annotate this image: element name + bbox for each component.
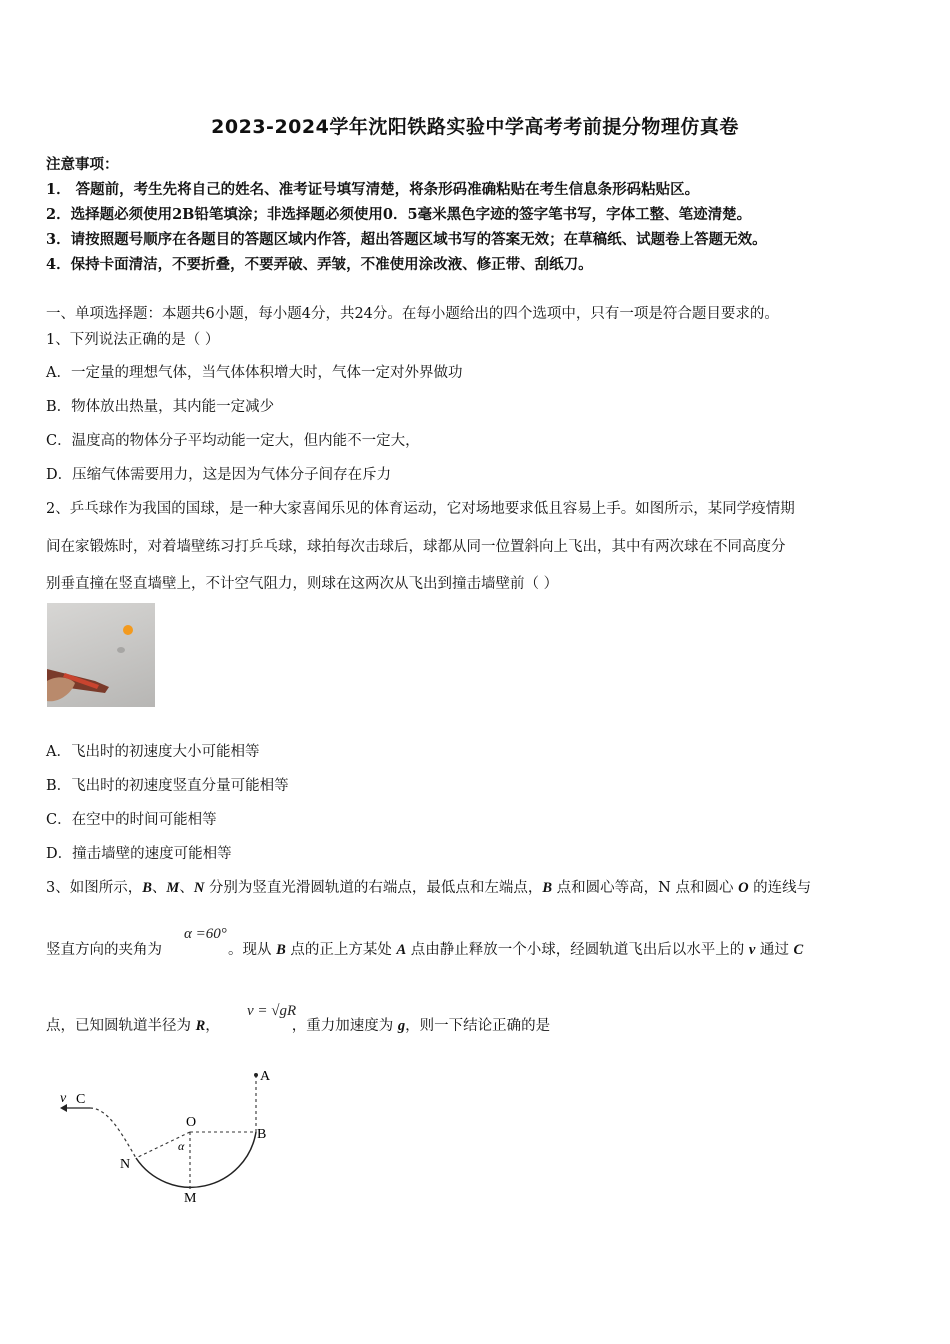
notice-item: 1． 答题前，考生先将自己的姓名、准考证号填写清楚，将条形码准确粘贴在考生信息条形码粘贴区。 [46,181,700,198]
label-M: M [184,1191,197,1206]
q2-option-d: D．撞击墙壁的速度可能相等 [46,846,232,862]
page-title: 2023-2024学年沈阳铁路实验中学高考考前提分物理仿真卷 [211,116,739,138]
text-run: ，重力加速度为 [291,1018,398,1034]
circular-track-diagram [50,1062,290,1212]
q3-stem-line-2 [46,938,803,959]
q2-option-b: B．飞出时的初速度竖直分量可能相等 [46,778,289,794]
text-run: 。现从 [228,942,277,958]
alpha-equation: α =60° [184,926,227,942]
hand [47,677,75,701]
var-B: B [276,942,286,958]
text-run: ，则一下结论正确的是 [405,1018,551,1034]
text-run: 3、如图所示， [46,880,143,896]
text-run: 点由静止释放一个小球，经圆轨道飞出后以水平上的 [406,942,749,958]
q3-stem-line-3 [46,1014,550,1035]
ping-pong-ball [123,625,133,635]
text-run: 、 [179,880,194,896]
notice-item: 4．保持卡面清洁，不要折叠，不要弄破、弄皱，不准使用涂改液、修正带、刮纸刀。 [46,256,593,273]
flight-path [90,1108,136,1158]
text-run: 竖直方向的夹角为 [46,942,162,958]
q1-stem: 1、下列说法正确的是（ ） [46,332,220,348]
label-v: v [60,1091,67,1106]
var-N: N [193,880,205,896]
text-run: 通过 [755,942,794,958]
var-g: g [397,1018,406,1034]
text-run: 的连线与 [748,880,812,896]
notice-item: 3．请按照题号顺序在各题目的答题区域内作答，超出答题区域书写的答案无效；在草稿纸、试题卷上答题无效。 [46,231,767,248]
label-A: A [260,1069,271,1084]
q1-option-b: B．物体放出热量，其内能一定减少 [46,399,275,415]
var-O: O [738,880,749,896]
text-run: ， [205,1018,220,1034]
q2-option-a: A．飞出时的初速度大小可能相等 [46,744,260,760]
text-run: 点，已知圆轨道半径为 [46,1018,196,1034]
q3-stem-line-1 [46,876,811,897]
notice-item: 2．选择题必须使用2B铅笔填涂；非选择题必须使用0．5毫米黑色字迹的签字笔书写，字体工整、笔迹清楚。 [46,206,752,223]
q1-option-d: D．压缩气体需要用力，这是因为气体分子间存在斥力 [46,467,392,483]
label-B: B [257,1127,267,1142]
ball-shadow [117,647,125,653]
q2-stem-line: 间在家锻炼时，对着墙壁练习打乒乓球，球拍每次击球后，球都从同一位置斜向上飞出，其中有两次球在不同高度分 [46,539,786,555]
q2-stem-line: 2、乒乓球作为我国的国球，是一种大家喜闻乐见的体育运动，它对场地要求低且容易上手。如图所示，某同学疫情期 [46,501,795,517]
label-alpha: α [178,1139,185,1153]
var-B: B [142,880,152,896]
var-M: M [166,880,180,896]
text-run: 点的正上方某处 [285,942,397,958]
circular-track [136,1132,256,1187]
label-O: O [186,1115,197,1130]
q1-option-a: A．一定量的理想气体，当气体体积增大时，气体一定对外界做功 [46,365,463,381]
var-v: v [748,942,756,958]
text-run: 点和圆心等高，N 点和圆心 [552,880,739,896]
ping-pong-photo-drawing [47,603,155,707]
var-B: B [542,880,553,896]
q2-stem-line: 别垂直撞在竖直墙壁上，不计空气阻力，则球在这两次从飞出到撞击墙壁前（ ） [46,576,559,592]
label-N: N [120,1157,131,1172]
notice-heading: 注意事项： [46,156,119,173]
var-C: C [793,942,804,958]
q2-option-c: C．在空中的时间可能相等 [46,812,217,828]
point-A [254,1073,258,1077]
section-heading: 一、单项选择题：本题共6小题，每小题4分，共24分。在每小题给出的四个选项中，只有一项是符合题目要求的。 [46,306,779,322]
text-run: 、 [151,880,167,896]
velocity-equation: v = √gR [247,1003,297,1019]
var-A: A [396,942,407,958]
text-run: 分别为竖直光滑圆轨道的右端点，最低点和左端点， [204,880,543,896]
var-R: R [195,1018,206,1034]
label-C: C [76,1092,86,1107]
ping-pong-photo [47,603,155,707]
q1-option-c: C．温度高的物体分子平均动能一定大，但内能不一定大， [46,433,420,449]
